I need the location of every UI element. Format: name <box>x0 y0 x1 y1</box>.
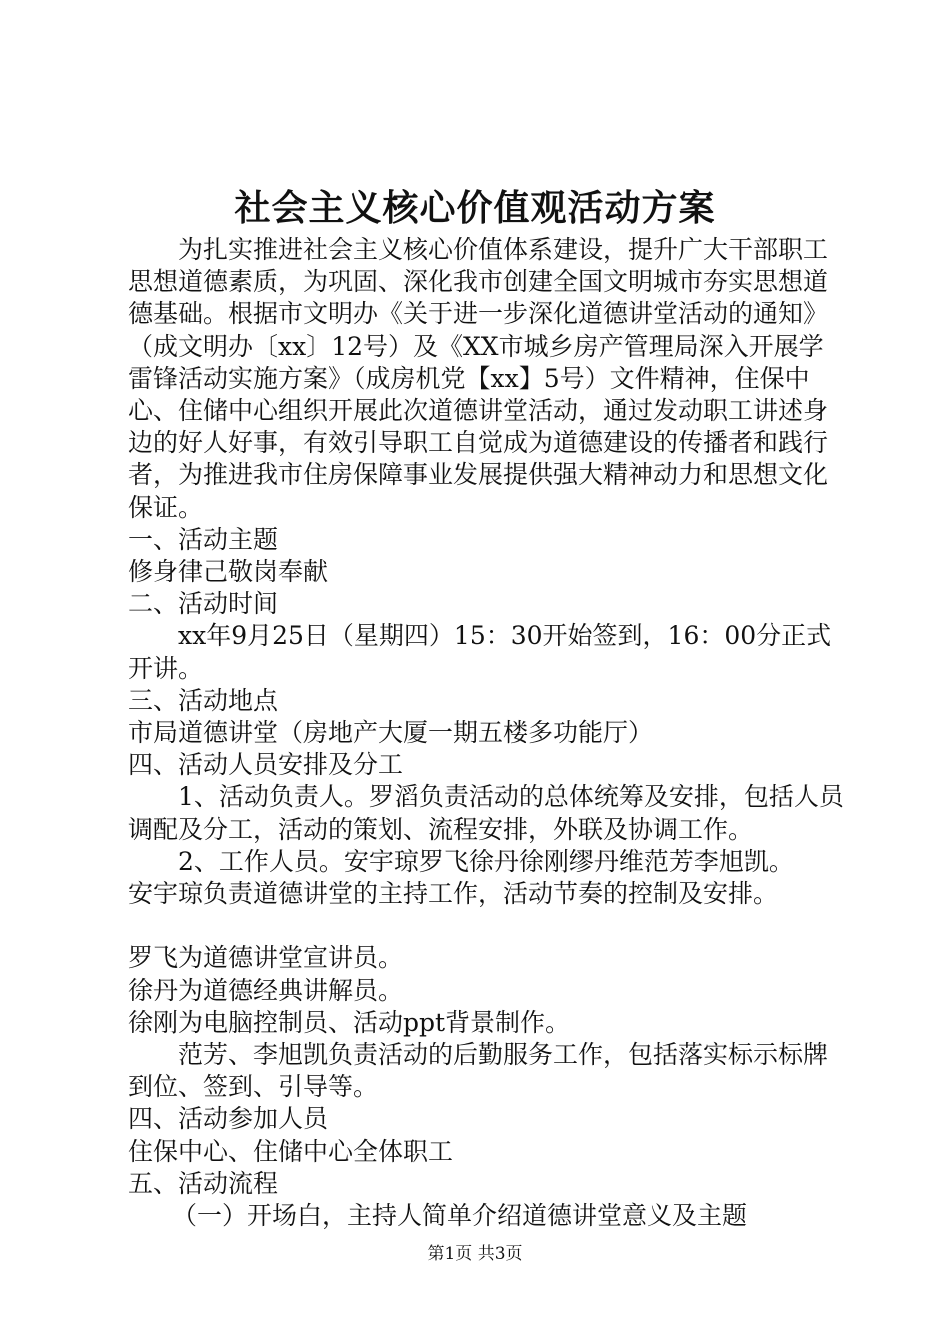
section-text-theme: 修身律己敬岗奉献 <box>128 557 329 587</box>
section-heading-theme: 一、活动主题 <box>128 524 279 554</box>
page-footer: 第1页 共3页 <box>427 1244 523 1264</box>
document-body <box>128 234 848 1232</box>
duty-computer: 徐刚为电脑控制员、活动ppt背景制作。 <box>128 1007 571 1037</box>
document-title: 社会主义核心价值观活动方案 <box>234 187 716 229</box>
blank-line <box>128 910 848 942</box>
staff-item-workers: 2、工作人员。安宇琼罗飞徐丹徐刚缪丹维范芳李旭凯。 <box>178 846 794 876</box>
staff-item-lead: 1、活动负责人。罗滔负责活动的总体统筹及安排，包括人员调配及分工，活动的策划、流程安排，外联及协调工作。 <box>128 782 844 844</box>
section-text-location: 市局道德讲堂（房地产大厦一期五楼多功能厅） <box>128 718 654 748</box>
section-heading-staff: 四、活动人员安排及分工 <box>128 750 404 780</box>
section-heading-process: 五、活动流程 <box>128 1168 279 1198</box>
section-heading-location: 三、活动地点 <box>128 685 279 715</box>
process-item-opening: （一）开场白，主持人简单介绍道德讲堂意义及主题 <box>172 1201 748 1231</box>
duty-host: 安宇琼负责道德讲堂的主持工作，活动节奏的控制及安排。 <box>128 879 779 909</box>
section-heading-participants: 四、活动参加人员 <box>128 1104 329 1134</box>
section-text-time: xx年9月25日（星期四）15：30开始签到，16：00分正式开讲。 <box>128 621 832 683</box>
duty-logistics: 范芳、李旭凯负责活动的后勤服务工作，包括落实标示标牌到位、签到、引导等。 <box>128 1040 829 1102</box>
intro-paragraph: 为扎实推进社会主义核心价值体系建设，提升广大干部职工思想道德素质，为巩固、深化我市创建全国文明城市夯实思想道德基础。根据市文明办《关于进一步深化道德讲堂活动的通知》（成文明办〔xx〕12号）及《XX市城乡房产管理局深入开展学雷锋活动实施方案》（成房机党【xx】5号）文件精神，住保中心、住储中心组织开展此次道德讲堂活动，通过发动职工讲述身边的好人好事，有效引导职工自觉成为道德建设的传播者和践行者，为推进我市住房保障事业发展提供强大精神动力和思想文化保证。 <box>128 235 829 522</box>
duty-speaker: 罗飞为道德讲堂宣讲员。 <box>128 943 404 973</box>
section-heading-time: 二、活动时间 <box>128 589 279 619</box>
duty-classics: 徐丹为道德经典讲解员。 <box>128 975 404 1005</box>
section-text-participants: 住保中心、住储中心全体职工 <box>128 1136 454 1166</box>
